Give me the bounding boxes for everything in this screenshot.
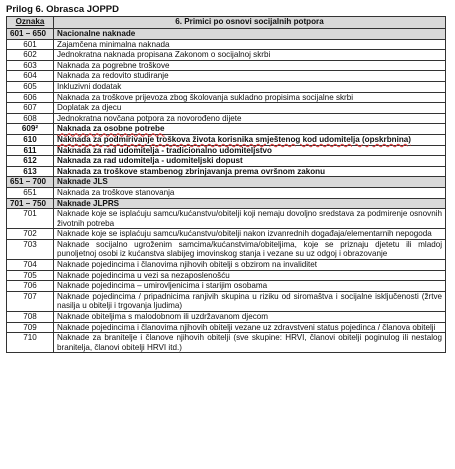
row-code: 701 – 750 xyxy=(7,198,54,209)
row-description: Naknada za osobne potrebe xyxy=(54,124,446,135)
row-description: Nacionalne naknade xyxy=(54,29,446,40)
page-title: Prilog 6. Obrasca JOPPD xyxy=(6,4,119,15)
row-code: 708 xyxy=(7,312,54,323)
row-description: Naknada za troškove stambenog zbrinjavanja prema ovršnom zakonu xyxy=(54,166,446,177)
table-row xyxy=(7,156,446,167)
row-code: 702 xyxy=(7,229,54,240)
row-description: Naknade obiteljima s malodobnom ili uzdržavanom djecom xyxy=(54,312,446,323)
row-description: Jednokratna novčana potpora za novorođeno dijete xyxy=(54,113,446,124)
row-description: Naknade socijalno ugroženim samcima/kućanstvima/obiteljima, koje se priznaju djetetu ili mladoj punoljetnoj osobi iz kućanstva slabijeg imovinskog stanja i vezane su uz odgoj i obrazovanje xyxy=(54,239,446,259)
row-description: Naknade pojedincima u vezi sa nezaposlenošću xyxy=(54,270,446,281)
row-code: 703 xyxy=(7,239,54,259)
row-code: 707 xyxy=(7,291,54,311)
row-description: Doplatak za djecu xyxy=(54,103,446,114)
row-code: 651 – 700 xyxy=(7,177,54,188)
row-code: 706 xyxy=(7,281,54,292)
table-row xyxy=(7,113,446,124)
row-code: 606 xyxy=(7,92,54,103)
row-description: Naknada za pogrebne troškove xyxy=(54,60,446,71)
table-row xyxy=(7,71,446,82)
table-row xyxy=(7,270,446,281)
row-code: 704 xyxy=(7,260,54,271)
row-code: 604 xyxy=(7,71,54,82)
table-row xyxy=(7,229,446,240)
row-description: Naknada za rad udomitelja - tradicionalno udomiteljstvo xyxy=(54,145,446,156)
row-code: 607 xyxy=(7,103,54,114)
table-row xyxy=(7,60,446,71)
header-desc: 6. Primici po osnovi socijalnih potpora xyxy=(54,17,446,29)
table-row xyxy=(7,92,446,103)
table-row xyxy=(7,134,446,145)
row-description: Naknade pojedincima – umirovljenicima i starijim osobama xyxy=(54,281,446,292)
row-code: 705 xyxy=(7,270,54,281)
table-body xyxy=(7,29,446,353)
section-row xyxy=(7,177,446,188)
row-description: Naknade JLS xyxy=(54,177,446,188)
row-description: Naknada za podmirivanje troškova života korisnika smještenog kod udomitelja (opskrbnina) xyxy=(54,134,446,145)
row-code: 701 xyxy=(7,209,54,229)
table-row xyxy=(7,312,446,323)
table-row xyxy=(7,39,446,50)
row-code: 602 xyxy=(7,50,54,61)
row-description: Naknada za rad udomitelja - udomiteljski dopust xyxy=(54,156,446,167)
row-code: 651 xyxy=(7,187,54,198)
table-row xyxy=(7,333,446,353)
row-code: 710 xyxy=(7,333,54,353)
table-row xyxy=(7,145,446,156)
row-description: Naknade JLPRS xyxy=(54,198,446,209)
table-header xyxy=(7,17,446,29)
row-code: 601 – 650 xyxy=(7,29,54,40)
section-row xyxy=(7,198,446,209)
row-code: 605 xyxy=(7,81,54,92)
row-description: Naknade koje se isplaćuju samcu/kućanstvu/obitelji koji nemaju dovoljno sredstava za podmirenje osnovnih životnih potreba xyxy=(54,209,446,229)
table-row xyxy=(7,281,446,292)
table-row xyxy=(7,322,446,333)
row-code: 613 xyxy=(7,166,54,177)
row-code: 709 xyxy=(7,322,54,333)
row-code: 603 xyxy=(7,60,54,71)
section-row xyxy=(7,29,446,40)
table-row xyxy=(7,260,446,271)
header-code: Oznaka xyxy=(7,17,54,29)
table-row xyxy=(7,103,446,114)
row-description: Naknada za troškove stanovanja xyxy=(54,187,446,198)
row-description: Naknade pojedincima i članovima njihovih obitelji vezane uz zdravstveni status pojedinca / članova obitelji xyxy=(54,322,446,333)
row-description: Zajamčena minimalna naknada xyxy=(54,39,446,50)
table-row xyxy=(7,124,446,135)
row-description: Naknade za branitelje i članove njihovih obitelji (sve skupine: HRVI, članovi obitelji poginulog ili nestalog branitelja, članovi obitelji HRVI itd.) xyxy=(54,333,446,353)
row-description: Naknade koje se isplaćuju samcu/kućanstvu/obitelji nakon izvanrednih događaja/elementarnih nepogoda xyxy=(54,229,446,240)
row-code: 608 xyxy=(7,113,54,124)
joppd-table xyxy=(6,16,446,353)
row-code: 611 xyxy=(7,145,54,156)
table-row xyxy=(7,50,446,61)
row-description: Naknada za redovito studiranje xyxy=(54,71,446,82)
table-row xyxy=(7,166,446,177)
table-row xyxy=(7,209,446,229)
row-description: Naknade pojedincima i članovima njihovih obitelji s obzirom na invaliditet xyxy=(54,260,446,271)
row-code: 601 xyxy=(7,39,54,50)
table-row xyxy=(7,291,446,311)
row-description: Inkluzivni dodatak xyxy=(54,81,446,92)
row-code: 610 xyxy=(7,134,54,145)
table-row xyxy=(7,81,446,92)
row-description: Jednokratna naknada propisana Zakonom o socijalnoj skrbi xyxy=(54,50,446,61)
row-code: 612 xyxy=(7,156,54,167)
row-description: Naknade pojedincima / pripadnicima ranjivih skupina u riziku od siromaštva i socijalne isključenosti (žrtve nasilja u obitelji i trgovanja ljudima) xyxy=(54,291,446,311)
row-description: Naknada za troškove prijevoza zbog školovanja sukladno propisima socijalne skrbi xyxy=(54,92,446,103)
row-code: 609² xyxy=(7,124,54,135)
table-row xyxy=(7,187,446,198)
table-row xyxy=(7,239,446,259)
